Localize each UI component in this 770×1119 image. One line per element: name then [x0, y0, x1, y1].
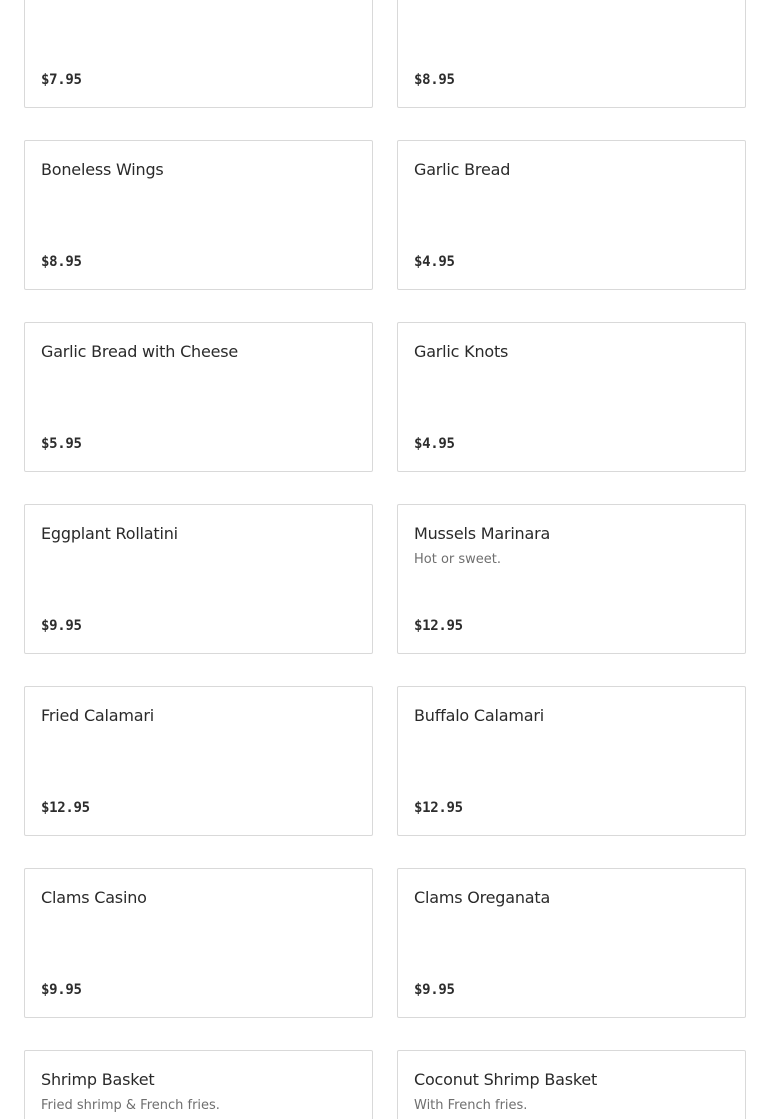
menu-item-card[interactable] — [24, 140, 373, 290]
menu-item-price: $7.95 — [41, 72, 82, 88]
menu-item-card[interactable] — [24, 0, 373, 108]
menu-item-name: Coconut Shrimp Basket — [414, 1070, 598, 1089]
menu-item-name: Clams Oreganata — [414, 888, 551, 907]
menu-item-price: $9.95 — [414, 982, 455, 998]
menu-item-card[interactable] — [24, 686, 373, 836]
menu-item-price: $4.95 — [414, 436, 455, 452]
menu-item-name: Eggplant Rollatini — [41, 524, 178, 543]
menu-item-name: Clams Casino — [41, 888, 147, 907]
menu-item-price: $5.95 — [41, 436, 82, 452]
menu-item-card[interactable] — [397, 686, 746, 836]
menu-item-card[interactable] — [397, 0, 746, 108]
menu-item-description: Hot or sweet. — [414, 552, 502, 567]
menu-item-card[interactable] — [397, 504, 746, 654]
menu-item-description: With French fries. — [414, 1098, 528, 1113]
menu-item-price: $12.95 — [414, 800, 463, 816]
menu-items-grid — [24, 0, 746, 1119]
menu-item-price: $12.95 — [414, 618, 463, 634]
menu-item-name: Buffalo Calamari — [414, 706, 544, 725]
menu-item-card[interactable] — [397, 868, 746, 1018]
menu-item-name: Shrimp Basket — [41, 1070, 155, 1089]
menu-item-price: $8.95 — [414, 72, 455, 88]
menu-item-name: Garlic Bread with Cheese — [41, 342, 239, 361]
menu-item-card[interactable] — [397, 140, 746, 290]
menu-item-price: $9.95 — [41, 618, 82, 634]
menu-item-name: Garlic Bread — [414, 160, 511, 179]
menu-item-price: $12.95 — [41, 800, 90, 816]
menu-item-name: Garlic Knots — [414, 342, 509, 361]
menu-item-card[interactable] — [397, 1050, 746, 1119]
menu-item-card[interactable] — [24, 322, 373, 472]
menu-item-card[interactable] — [24, 868, 373, 1018]
menu-item-card[interactable] — [24, 504, 373, 654]
menu-item-price: $9.95 — [41, 982, 82, 998]
menu-item-name: Boneless Wings — [41, 160, 164, 179]
menu-item-card[interactable] — [397, 322, 746, 472]
menu-item-description: Fried shrimp & French fries. — [41, 1098, 220, 1113]
menu-item-card[interactable] — [24, 1050, 373, 1119]
menu-item-price: $4.95 — [414, 254, 455, 270]
menu-item-name: Mussels Marinara — [414, 524, 551, 543]
menu-item-price: $8.95 — [41, 254, 82, 270]
menu-item-name: Fried Calamari — [41, 706, 154, 725]
